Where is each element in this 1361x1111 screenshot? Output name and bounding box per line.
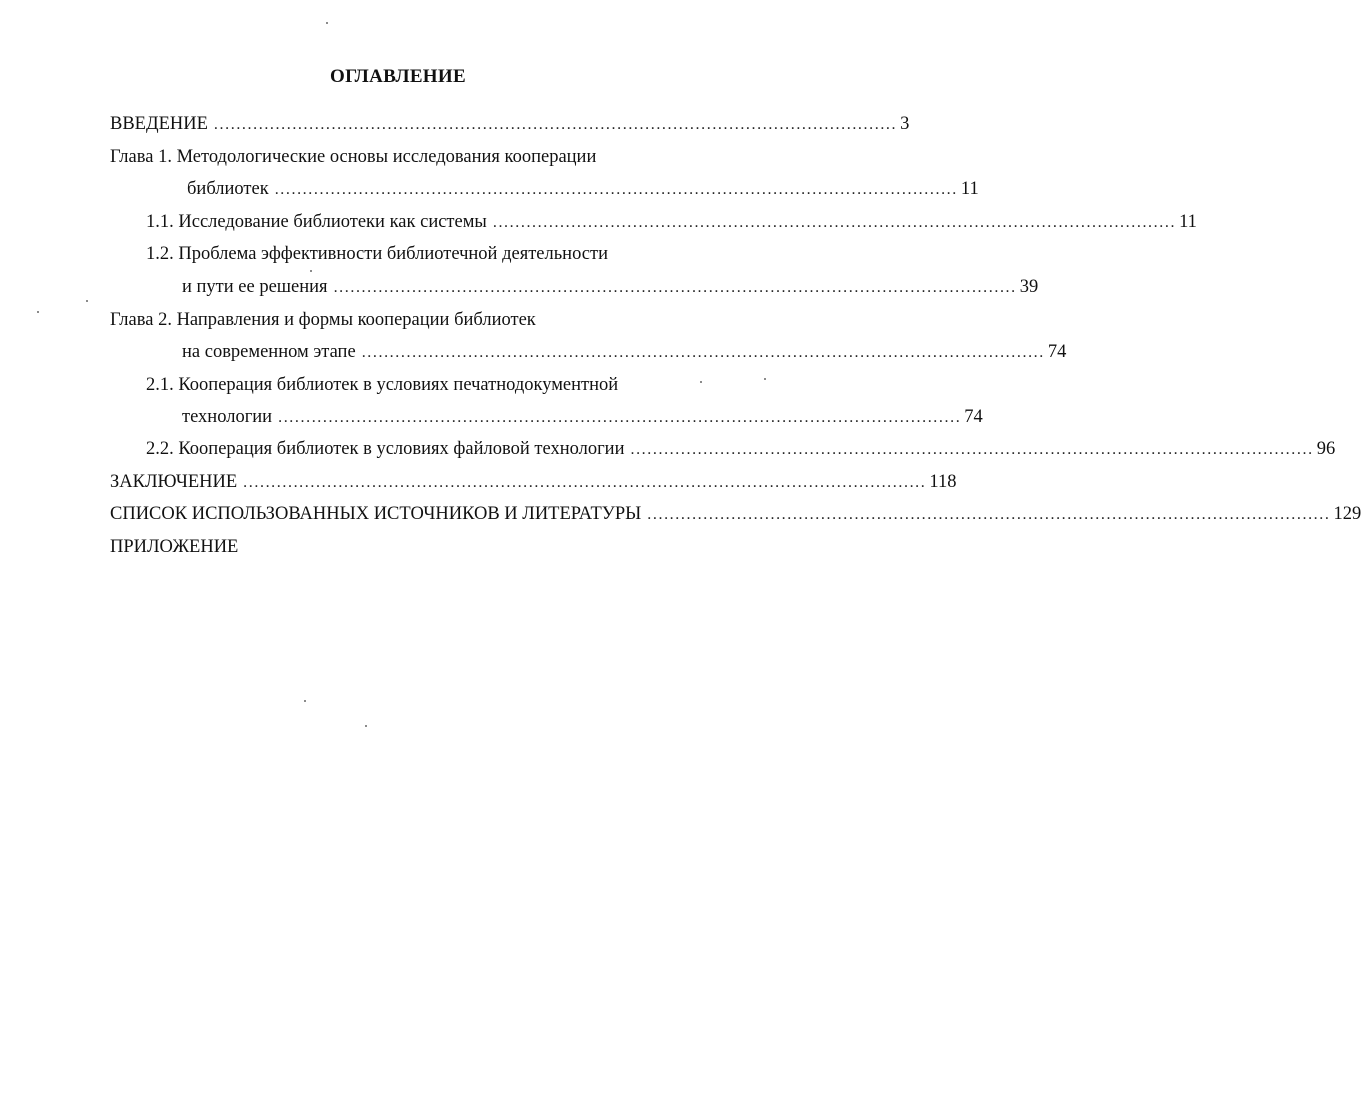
dot-leader: .......................................................................................................................... — [213, 116, 898, 133]
scan-speck — [764, 378, 766, 380]
toc-entry-section-1-1 — [146, 211, 1197, 234]
dot-leader: .......................................................................................................................... — [333, 279, 1017, 296]
dot-leader: .......................................................................................................................... — [278, 409, 962, 426]
toc-page-number: 118 — [929, 472, 957, 492]
scan-speck — [700, 381, 702, 383]
toc-entry-title: библиотек — [187, 179, 269, 199]
toc-entry-section-1-2 — [146, 243, 608, 265]
toc-entry-section-1-2-cont — [182, 276, 1039, 299]
scan-speck — [326, 22, 328, 24]
toc-entry-title: и пути ее решения — [182, 277, 328, 297]
toc-page-number: 129 — [1333, 504, 1361, 524]
toc-entry-title: 1.1. Исследование библиотеки как системы — [146, 212, 487, 232]
dot-leader: .......................................................................................................................... — [492, 214, 1177, 231]
toc-entry-bibliography — [110, 503, 1361, 526]
toc-entry-title: Глава 1. Методологические основы исследования кооперации — [110, 147, 597, 167]
dot-leader: .......................................................................................................................... — [274, 181, 958, 198]
scan-speck — [365, 725, 367, 727]
toc-entry-title: 2.2. Кооперация библиотек в условиях файловой технологии — [146, 439, 625, 459]
scan-speck — [37, 311, 39, 313]
toc-entry-chapter-2-cont — [182, 341, 1067, 364]
dot-leader: .......................................................................................................................... — [361, 344, 1045, 361]
toc-entry-title: ВВЕДЕНИЕ — [110, 114, 208, 134]
scan-speck — [310, 270, 312, 272]
toc-entry-section-2-2 — [146, 438, 1336, 461]
toc-page-number: 11 — [1179, 212, 1197, 232]
toc-entry-chapter-1 — [110, 146, 596, 168]
toc-page-number: 11 — [960, 179, 979, 199]
toc-entry-chapter-2 — [110, 309, 536, 331]
dot-leader: .......................................................................................................................... — [647, 506, 1331, 523]
toc-entry-title: технологии — [182, 407, 273, 427]
toc-entry-title: ПРИЛОЖЕНИЕ — [110, 537, 239, 557]
toc-page-number: 74 — [1047, 342, 1067, 362]
toc-entry-title: на современном этапе — [182, 342, 356, 362]
toc-entry-conclusion — [110, 471, 957, 494]
toc-heading: ОГЛАВЛЕНИЕ — [330, 66, 466, 87]
toc-entry-section-2-1-cont — [182, 406, 983, 429]
toc-entry-chapter-1-cont — [187, 178, 979, 201]
dot-leader: .......................................................................................................................... — [243, 474, 927, 491]
scan-speck — [86, 300, 88, 302]
toc-entry-introduction — [110, 113, 910, 136]
toc-entry-title: Глава 2. Направления и формы кооперации библиотек — [110, 310, 536, 330]
toc-entry-title: ЗАКЛЮЧЕНИЕ — [110, 472, 238, 492]
toc-page-number: 74 — [964, 407, 983, 427]
toc-entry-appendix — [110, 536, 238, 558]
toc-entry-section-2-1 — [146, 374, 618, 396]
toc-page-number: 96 — [1316, 439, 1336, 459]
toc-entry-title: 2.1. Кооперация библиотек в условиях печатнодокументной — [146, 375, 619, 395]
dot-leader: .......................................................................................................................... — [630, 441, 1314, 458]
toc-entry-title: СПИСОК ИСПОЛЬЗОВАННЫХ ИСТОЧНИКОВ И ЛИТЕРАТУРЫ — [110, 504, 642, 524]
toc-page-number: 3 — [900, 114, 910, 134]
toc-page-number: 39 — [1019, 277, 1039, 297]
toc-entry-title: 1.2. Проблема эффективности библиотечной деятельности — [146, 244, 608, 264]
scan-speck — [304, 700, 306, 702]
